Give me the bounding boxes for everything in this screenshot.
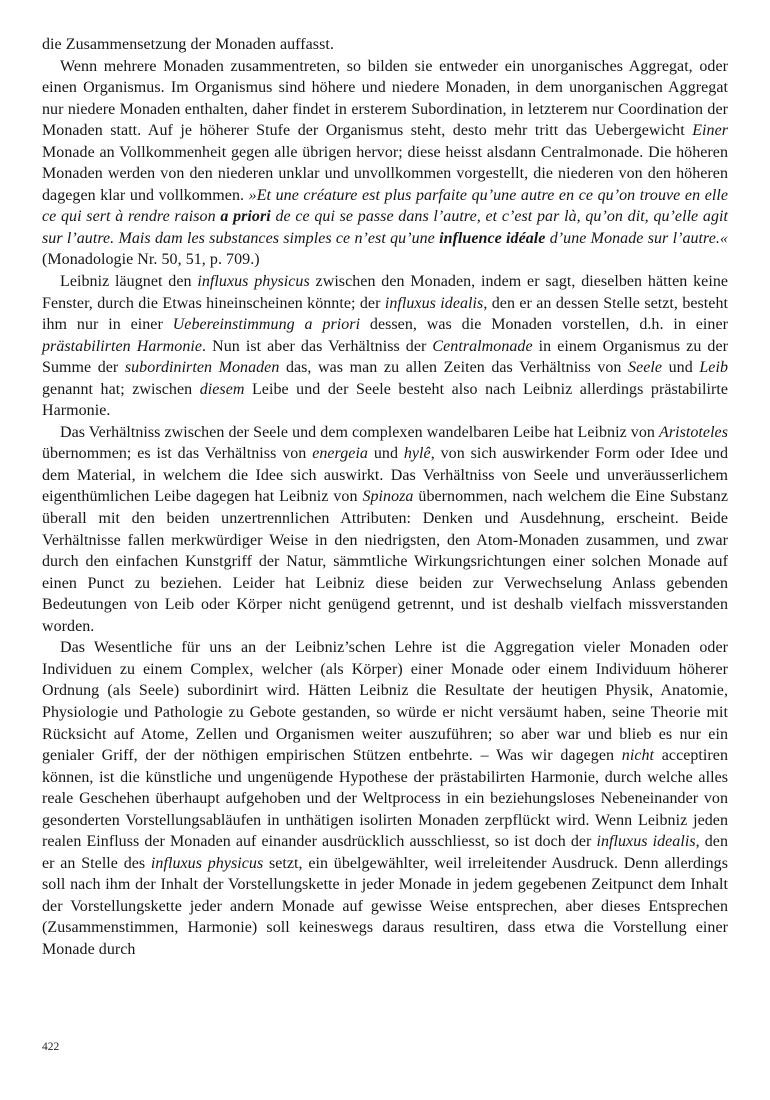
- text-run: Das Verhältniss zwischen der Seele und dem complexen wandelbaren Leibe hat Leibniz von: [60, 423, 659, 441]
- text-run: die Zusammensetzung der Monaden auffasst.: [42, 36, 334, 53]
- text-run: a priori: [220, 208, 271, 226]
- text-run: prästabilirten Harmonie: [42, 337, 203, 355]
- text-run: Wenn mehrere Monaden zusammentreten, so bilden sie entweder ein unorganisches Aggregat, oder einen Organismus. Im Organismus sind höhere und niedere Monaden, in dem unorganischen Aggregat nur niedere Monaden enthalten, daher findet in ersterem Subordination, in letzterem nur Coordination der Monaden statt. Auf je höherer Stufe der Organismus steht, desto mehr tritt das Uebergewicht: [42, 57, 728, 140]
- text-run: influxus physicus: [197, 273, 310, 291]
- text-run: Uebereinstimmung a priori: [172, 316, 361, 334]
- paragraph: [42, 34, 728, 56]
- text-run: diesem: [199, 380, 245, 398]
- paragraph: [42, 422, 728, 637]
- text-run: Monade an Vollkommenheit gegen alle übrigen hervor; diese heisst alsdann Centralmonade. Die höheren Monaden werden von den niederen unklar und unvollkommen vorgestellt, die niederen von den höheren dagegen klar und vollkommen.: [42, 143, 728, 204]
- text-run: in einem Organismus zu der Summe der: [42, 337, 728, 377]
- text-run: subordinirten Monaden: [124, 359, 280, 377]
- paragraph: [42, 637, 728, 960]
- text-run: hylê: [403, 445, 431, 463]
- page-number: 422: [42, 1041, 60, 1053]
- text-run: zwischen den Monaden, indem er sagt, dieselben hätten keine Fenster, durch die Etwas hineinscheinen könnte; der: [42, 273, 729, 312]
- text-run: , den er an Stelle des: [42, 833, 728, 872]
- text-run: influxus idealis: [384, 294, 484, 312]
- text-run: übernommen, nach welchem die Eine Substanz überall mit den beiden unzertrennlichen Attributen: Denken und Ausdehnung, erscheint. Beide Verhältnisse fallen merkwürdiger Weise in den niedrigsten, den Atom-Monaden zusammen, und zwar durch den einfachen Kunstgriff der Natur, sämmtliche Wirkungsrichtungen einer solchen Monade auf einen Punct zu beziehen. Leider hat Leibniz diese beiden zur Verwechselung Anlass gebenden Bedeutungen von Leib oder Körper nicht genügend getrennt, und ist deshalb vielfach missverstanden worden.: [42, 488, 728, 635]
- text-run: Leib: [699, 359, 728, 377]
- text-run: Seele: [628, 359, 663, 377]
- text-run: Einer: [692, 122, 728, 140]
- text-run: »Et une créature est plus parfaite qu’une autre en ce qu’on trouve en elle ce qui sert à rendre raison: [42, 186, 728, 226]
- text-run: , von sich auswirkender Form oder Idee und dem Material, in welchem die Idee sich auswirkt. Das Verhältniss von Seele und unveräusserlichem eigenthümlichen Leibe dagegen hat Leibniz von: [42, 445, 729, 506]
- text-run: influxus idealis: [596, 833, 696, 851]
- text-run: setzt, ein übelgewählter, weil irreleitender Ausdruck. Denn allerdings soll nach ihm der Inhalt der Vorstellungskette in jeder Monade in jedem gegebenen Zeitpunct dem Inhalt der Vorstellungskette jeder andern Monade auf gewisse Weise entsprechen, aber dieses Entsprechen (Zusammenstimmen, Harmonie) soll keineswegs daraus resultiren, dass etwa die Vorstellung einer Monade durch: [42, 854, 728, 958]
- text-run: und: [662, 359, 700, 377]
- text-run: d’une Monade sur l’autre.«: [545, 229, 728, 247]
- paragraph: [42, 271, 728, 422]
- text-run: nicht: [621, 747, 655, 765]
- text-run: Centralmonade: [432, 337, 533, 355]
- text-run: Leibe und der Seele besteht also nach Leibniz allerdings prästabilirte Harmonie.: [42, 380, 728, 420]
- paragraph: [42, 56, 728, 271]
- text-run: Spinoza: [362, 488, 414, 506]
- text-run: übernommen; es ist das Verhältniss von: [42, 445, 313, 463]
- text-run: , den er an dessen Stelle setzt, besteht ihm nur in einer: [42, 294, 728, 334]
- text-run: influxus physicus: [150, 854, 264, 872]
- text-run: das, was man zu allen Zeiten das Verhältniss von: [279, 359, 629, 377]
- text-run: Leibniz läugnet den: [60, 273, 198, 291]
- text-run: (Monadologie Nr. 50, 51, p. 709.): [42, 251, 260, 269]
- text-run: acceptiren können, ist die künstliche und ungenügende Hypothese der prästabilirten Harmonie, durch welche alles reale Geschehen überhaupt aufgehoben und der Weltprocess in ein beziehungsloses Nebeneinander von gesonderten Vorstellungsabläufen in unthätigen isolirten Monaden zerpflückt wird. Wenn Leibniz jeden realen Einfluss der Monaden auf einander ausdrücklich ausschliesst, so ist doch der: [42, 747, 729, 851]
- body-text: [42, 34, 728, 961]
- text-run: de ce qui se passe dans l’autre, et c’est par là, qu’on dit, qu’elle agit sur l’autre. Mais dam les substances simples ce n’est qu’une: [42, 208, 729, 247]
- text-run: Aristoteles: [659, 423, 728, 441]
- text-run: . Nun ist aber das Verhältniss der: [202, 337, 433, 355]
- text-run: influence idéale: [439, 229, 546, 247]
- text-run: und: [368, 445, 404, 463]
- text-run: dessen, was die Monaden vorstellen, d.h. in einer: [360, 316, 728, 334]
- text-run: genannt hat; zwischen: [42, 380, 200, 398]
- text-run: energeia: [312, 445, 368, 463]
- text-run: Das Wesentliche für uns an der Leibniz’schen Lehre ist die Aggregation vieler Monaden oder Individuen zu einem Complex, welcher (als Körper) einer Monade oder einem Individuum höherer Ordnung (als Seele) subordinirt wird. Hätten Leibniz die Resultate der heutigen Physik, Anatomie, Physiologie und Pathologie zu Gebote gestanden, so würde er nicht versäumt haben, seine Theorie mit Rücksicht auf Atome, Zellen und Organismen weiter auszuführen; so aber war und blieb es nur ein genialer Griff, der der nöthigen empirischen Stützen entbehrte. – Was wir dagegen: [42, 639, 728, 765]
